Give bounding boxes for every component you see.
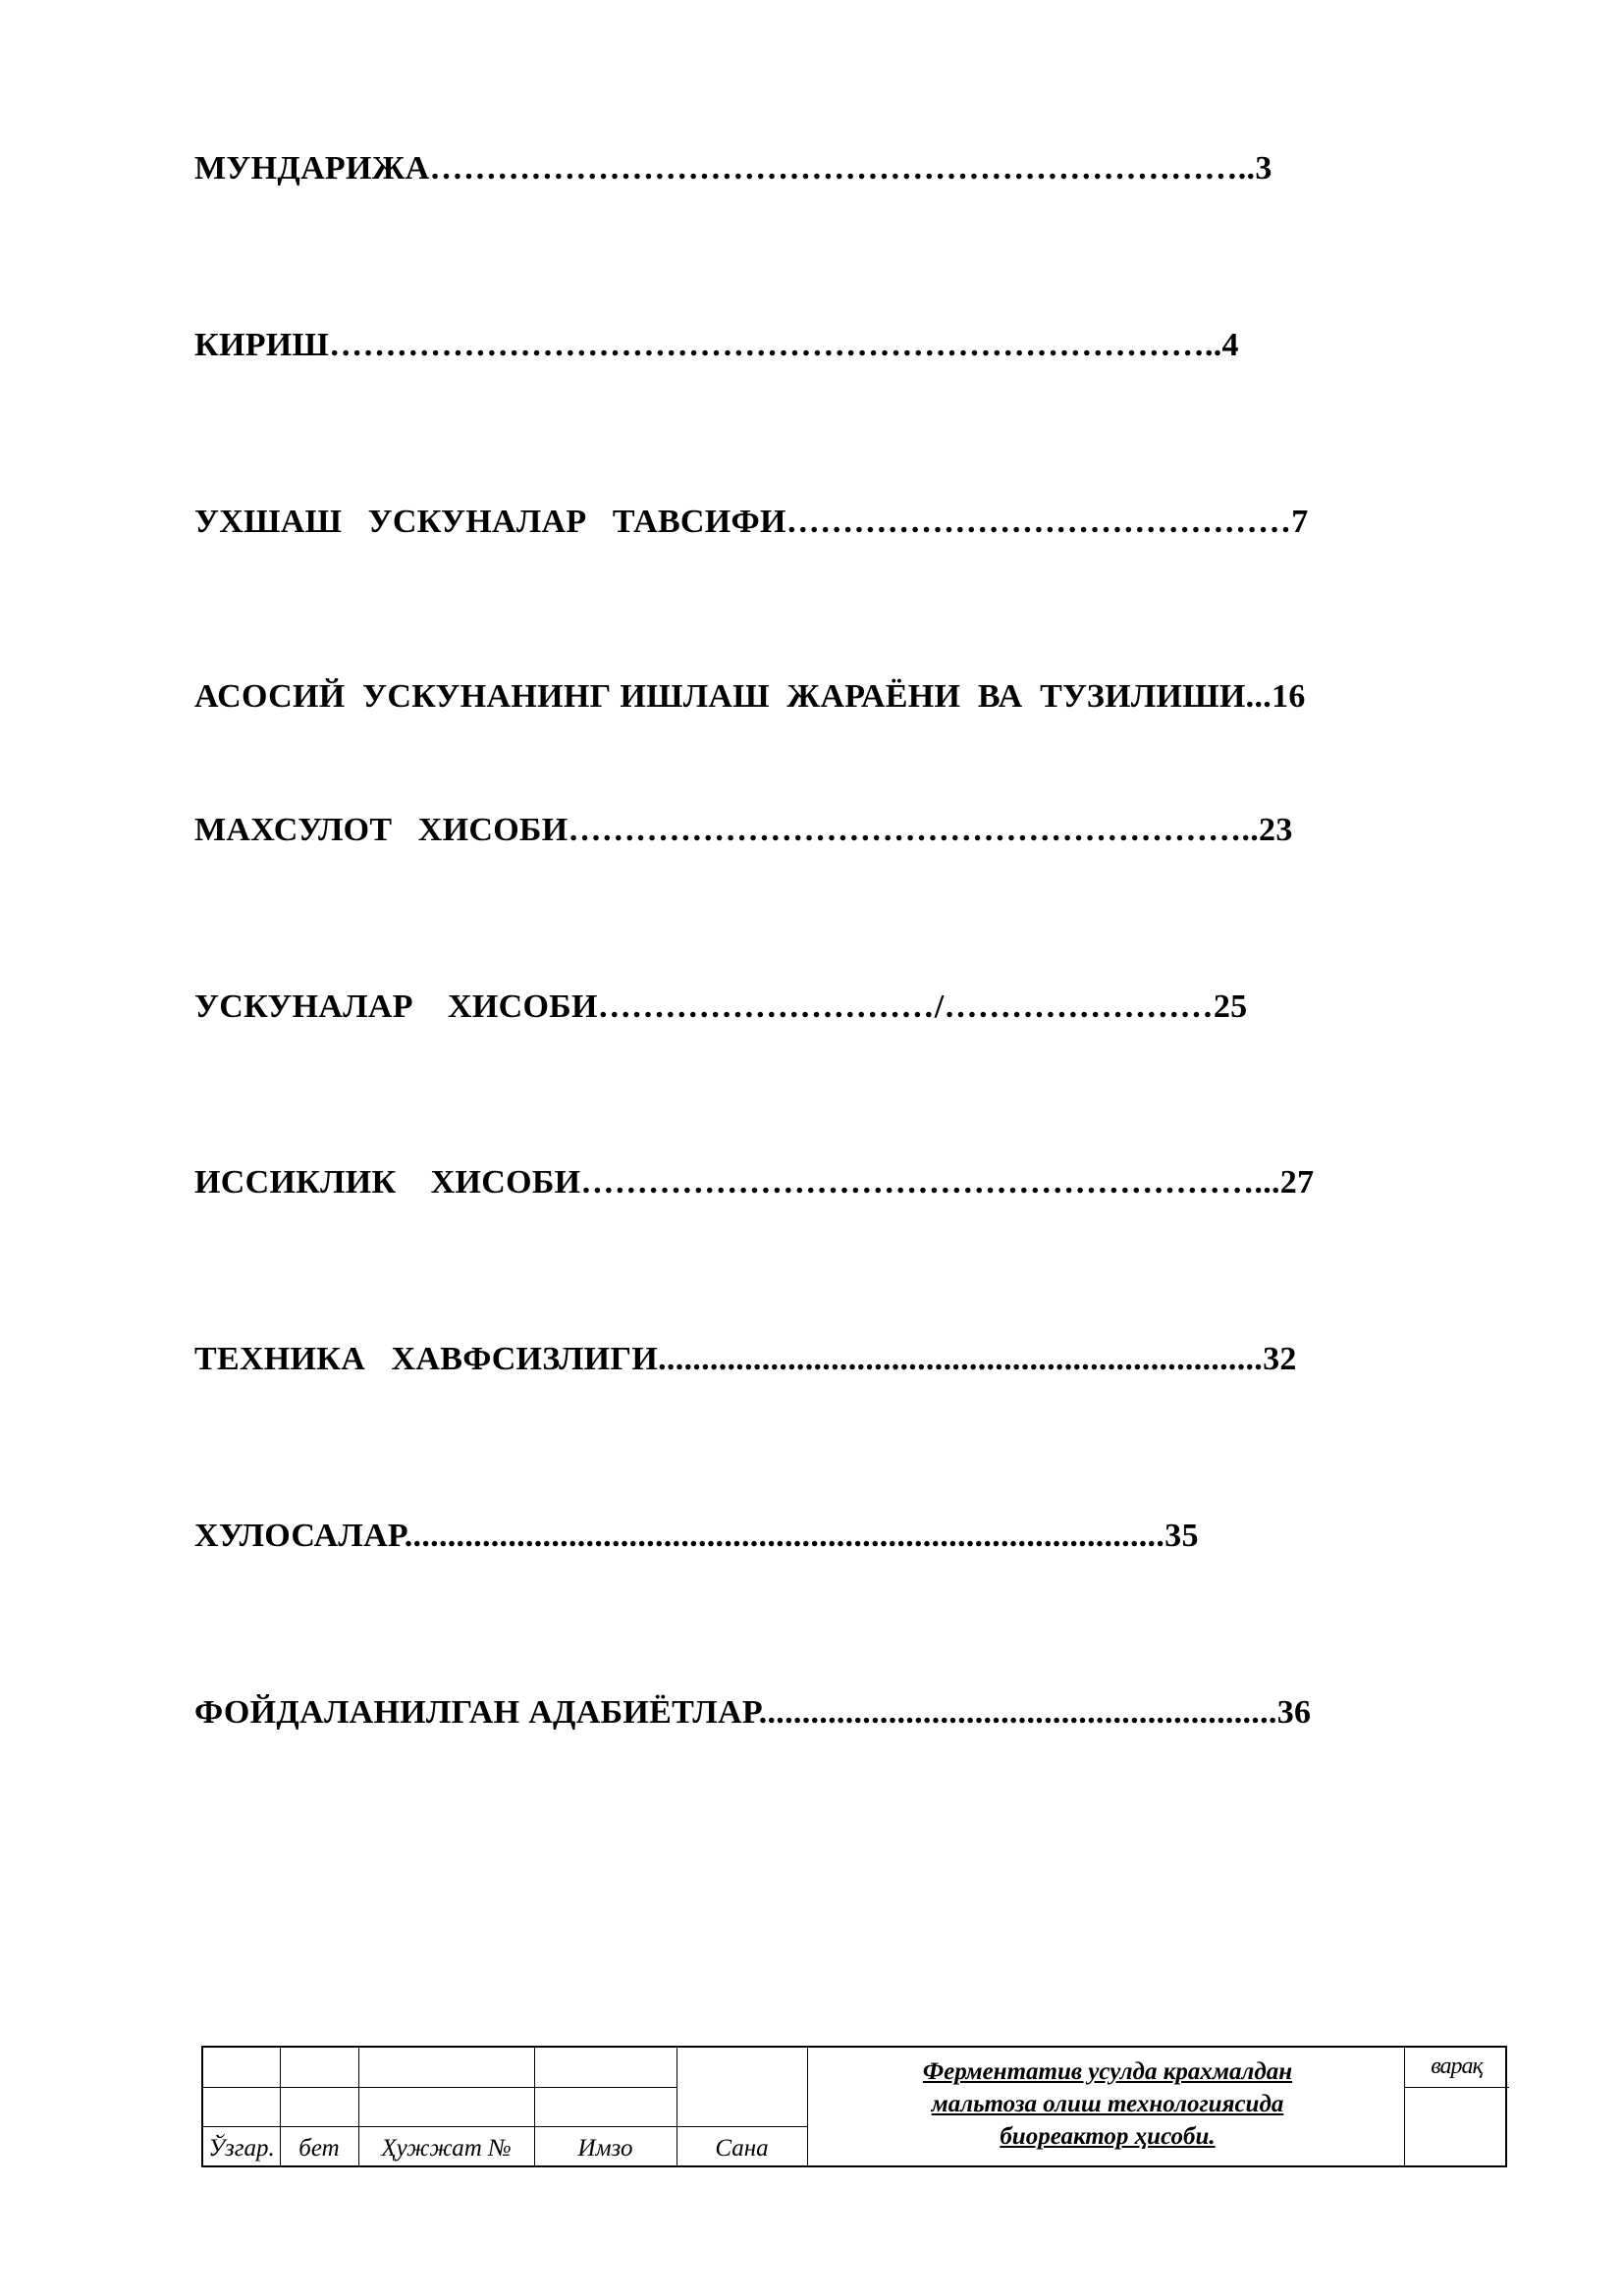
- stamp-col-change: Ўзгар.: [208, 2135, 275, 2162]
- stamp-row-divider: [203, 2126, 807, 2127]
- stamp-row-divider: [203, 2087, 677, 2088]
- document-title-line: биореактор ҳисоби.: [1000, 2123, 1216, 2150]
- stamp-row-divider: [1404, 2087, 1509, 2088]
- toc-entry-contents: МУНДАРИЖА………………………………………………………………..3: [194, 150, 1272, 187]
- stamp-col-document: Ҳужжат №: [381, 2135, 512, 2162]
- toc-entry-main-equipment: АСОСИЙ УСКУНАНИНГ ИШЛАШ ЖАРАЁНИ ВА ТУЗИЛИШИ...16: [194, 678, 1306, 715]
- toc-entry-equipment-calc: УСКУНАЛАР ХИСОБИ…………………………/……………………25: [194, 988, 1248, 1025]
- toc-entry-product-calc: МАХСУЛОТ ХИСОБИ……………………………………………………..23: [194, 812, 1293, 848]
- toc-entry-introduction: КИРИШ……………………………………………………………………..4: [194, 327, 1239, 363]
- stamp-col-date: Сана: [715, 2135, 769, 2162]
- toc-entry-safety: ТЕХНИКА ХАВФСИЗЛИГИ......................................................................32: [194, 1341, 1297, 1377]
- sheet-label: варақ: [1431, 2054, 1483, 2079]
- toc-entry-references: ФОЙДАЛАНИЛГАН АДАБИЁТЛАР............................................................36: [194, 1694, 1312, 1731]
- document-title-line: мальтоза олиш технологиясида: [931, 2091, 1284, 2117]
- document-title-line: Ферментатив усулда крахмалдан: [922, 2058, 1293, 2085]
- title-block: [201, 2046, 1507, 2167]
- stamp-col-signature: Имзо: [577, 2135, 633, 2162]
- stamp-col-sheet: бет: [298, 2135, 340, 2162]
- toc-entry-heat-calc: ИССИКЛИК ХИСОБИ……………………………………………………...27: [194, 1164, 1315, 1201]
- toc-entry-similar-equipment: УХШАШ УСКУНАЛАР ТАВСИФИ………………………………………7: [194, 504, 1309, 540]
- document-title: [807, 2056, 1408, 2153]
- toc-entry-conclusions: ХУЛОСАЛАР........................................................................................35: [194, 1518, 1199, 1554]
